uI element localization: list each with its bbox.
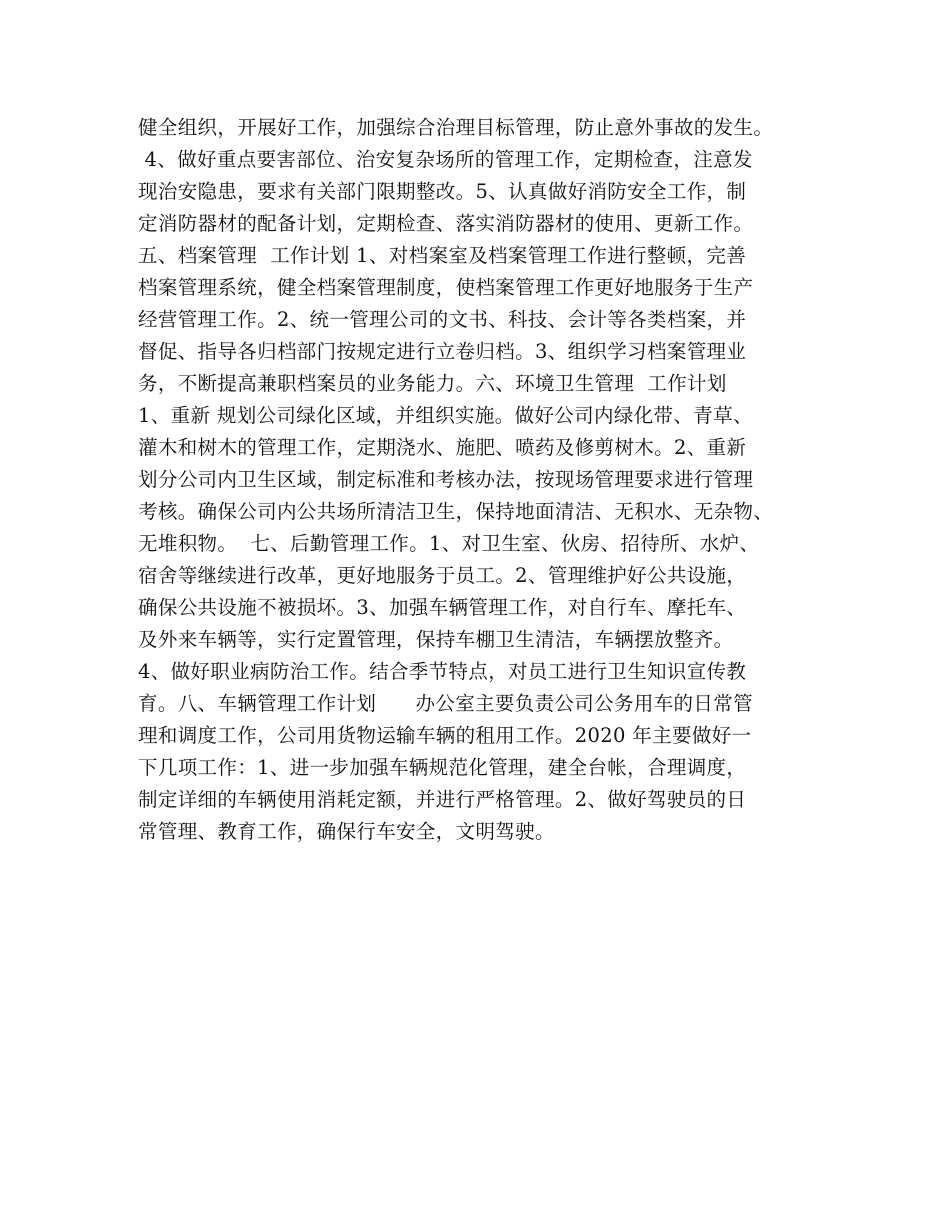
text-line: 制定详细的车辆使用消耗定额，并进行严格管理。2、做好驾驶员的日 xyxy=(138,788,747,811)
text-line: 1、重新 规划公司绿化区域，并组织实施。做好公司内绿化带、青草、 xyxy=(138,404,753,427)
text-line: 现治安隐患，要求有关部门限期整改。5、认真做好消防安全工作，制 xyxy=(138,180,747,203)
text-line: 定消防器材的配备计划，定期检查、落实消防器材的使用、更新工作。 xyxy=(138,212,754,235)
text-line: 划分公司内卫生区域，制定标准和考核办法，按现场管理要求进行管理 xyxy=(138,468,754,491)
text-line: 无堆积物。 七、后勤管理工作。1、对卫生室、伙房、招待所、水炉、 xyxy=(138,532,760,555)
text-line: 务，不断提高兼职档案员的业务能力。六、环境卫生管理 工作计划 xyxy=(138,372,727,395)
text-line: 档案管理系统，健全档案管理制度，使档案管理工作更好地服务于生产 xyxy=(138,276,754,299)
text-line: 常管理、教育工作，确保行车安全，文明驾驶。 xyxy=(138,820,555,843)
text-line: 下几项工作：1、进一步加强车辆规范化管理，建全台帐，合理调度， xyxy=(138,756,747,779)
body-text xyxy=(138,112,828,848)
text-line: 五、档案管理 工作计划 1、对档案室及档案管理工作进行整顿，完善 xyxy=(138,244,747,267)
text-line: 确保公共设施不被损坏。3、加强车辆管理工作，对自行车、摩托车、 xyxy=(138,596,747,619)
text-line: 督促、指导各归档部门按规定进行立卷归档。3、组织学习档案管理业 xyxy=(138,340,747,363)
text-line: 理和调度工作，公司用货物运输车辆的租用工作。2020 年主要做好一 xyxy=(138,724,752,747)
text-line: 4、做好职业病防治工作。结合季节特点，对员工进行卫生知识宣传教 xyxy=(138,660,747,683)
text-line: 及外来车辆等，实行定置管理，保持车棚卫生清洁，车辆摆放整齐。 xyxy=(138,628,734,651)
text-line: 健全组织，开展好工作，加强综合治理目标管理，防止意外事故的发生。 xyxy=(138,116,774,139)
text-line: 考核。确保公司内公共场所清洁卫生，保持地面清洁、无积水、无杂物、 xyxy=(138,500,774,523)
text-line: 宿舍等继续进行改革，更好地服务于员工。2、管理维护好公共设施， xyxy=(138,564,747,587)
text-line: 育。八、车辆管理工作计划 办公室主要负责公司公务用车的日常管 xyxy=(138,692,753,715)
text-line: 经营管理工作。2、统一管理公司的文书、科技、会计等各类档案，并 xyxy=(138,308,747,331)
text-line: 4、做好重点要害部位、治安复杂场所的管理工作，定期检查，注意发 xyxy=(138,148,753,171)
text-line: 灌木和树木的管理工作，定期浇水、施肥、喷药及修剪树木。2、重新 xyxy=(138,436,747,459)
